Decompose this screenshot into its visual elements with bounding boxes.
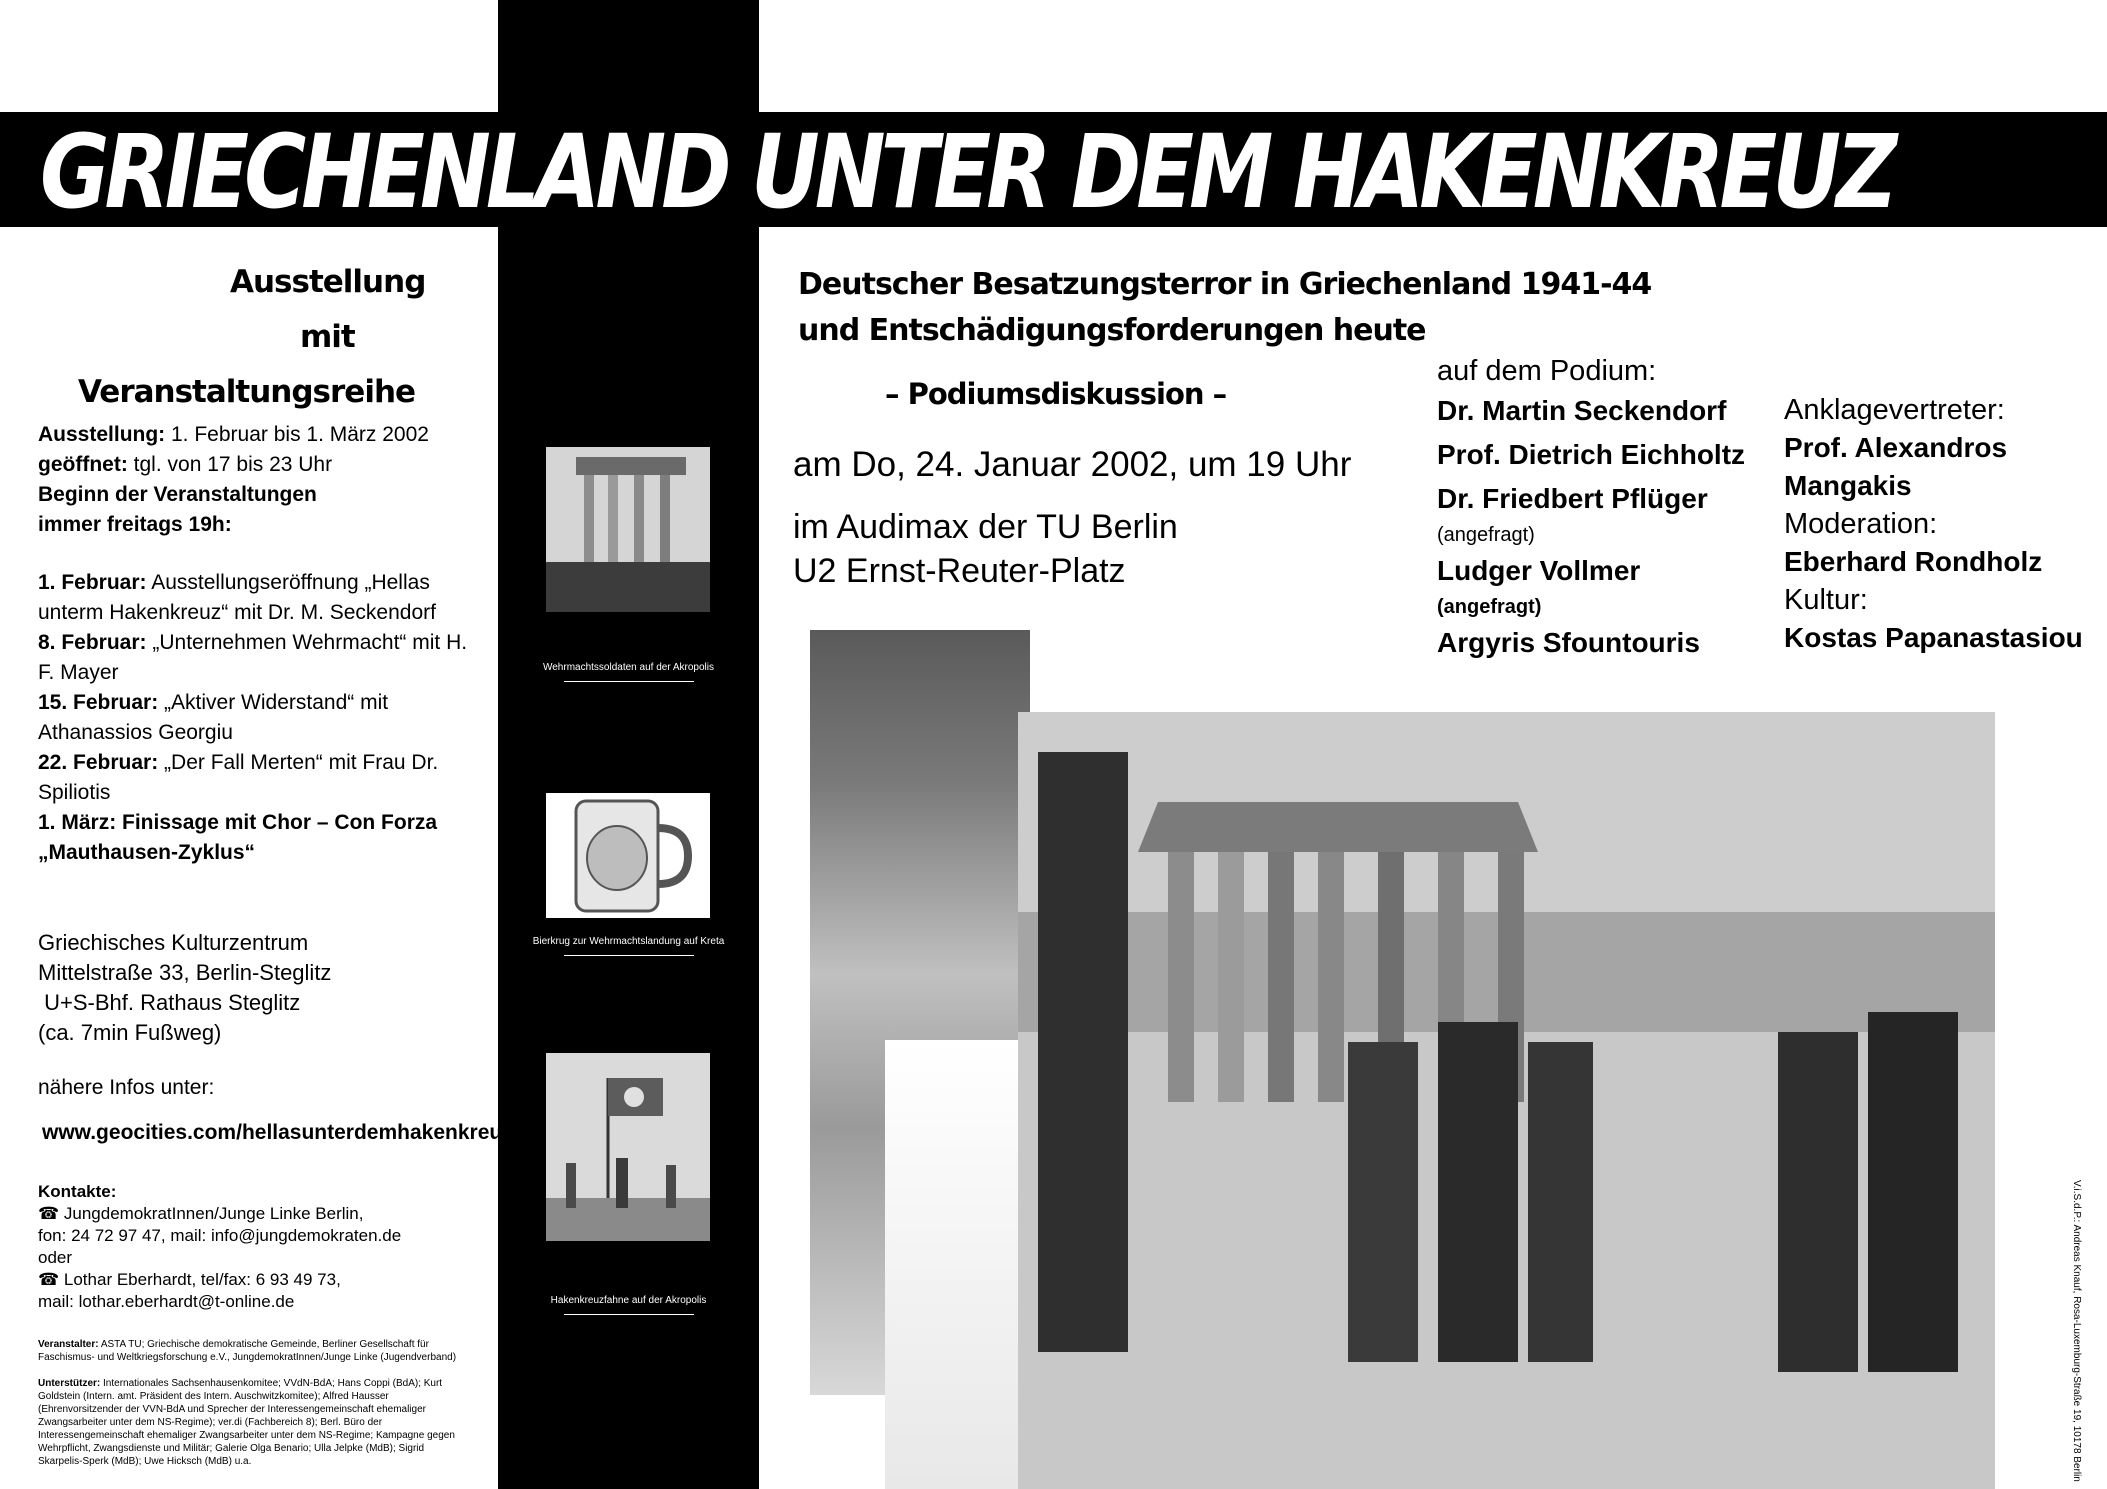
beer-mug-photo [546, 793, 710, 918]
program-item: 1. März: Finissage mit Chor – Con Forza „Mauthausen-Zyklus“ [38, 811, 438, 864]
program-item: 22. Februar: „Der Fall Merten“ mit Frau Dr. Spiliotis [38, 751, 439, 804]
imprint-note: V.i.S.d.P.: Andreas Knauf, Rosa-Luxemburg-Straße 19, 10178 Berlin [2071, 1180, 2082, 1482]
program-list [38, 568, 488, 868]
program-item: 8. Februar: „Unternehmen Wehrmacht“ mit H. F. Mayer [38, 631, 468, 684]
exhibition-info [38, 420, 488, 540]
acropolis-soldiers-photo [546, 447, 710, 612]
contact-line: mail: lothar.eberhardt@t-online.de [38, 1292, 295, 1311]
program-item: 15. Februar: „Aktiver Widerstand“ mit Athanassios Georgiu [38, 691, 389, 744]
place-line: im Audimax der TU Berlin [793, 508, 1178, 546]
heading-line: mit [300, 319, 355, 355]
heading-line: Ausstellung [230, 264, 426, 300]
panelist-name: Dr. Martin Seckendorf [1437, 395, 1727, 426]
info-line: geöffnet: tgl. von 17 bis 23 Uhr [38, 453, 333, 476]
supporters: Unterstützer: Internationales Sachsenhausenkomitee; VVdN-BdA; Hans Coppi (BdA); Kurt Goldstein (Intern. amt. Präsident des Intern. Auschwitzkomitee); Alfred Hausser (Ehrenvorsitzender der VVN-BdA und Sprecher der Interessengemeinschaft ehemaliger Zwangsarbeiter unter dem NS-Regime); ver.di (Fachbereich 8); Berl. Büro der Interessengemeinschaft ehemaliger Zwangsarbeiter unter dem NS-Regime; Kampagne gegen Wehrpflicht, Zwangsdienste und Militär; Galerie Olga Benario; Ulla Jelpke (MdB); Sigrid Skarpelis-Sperk (MdB); Uwe Hicksch (MdB) u.a. [38, 1378, 455, 1467]
role-name: Kostas Papanastasiou [1784, 622, 2083, 653]
address-line: Griechisches Kulturzentrum [38, 930, 309, 955]
panelist-name: Prof. Dietrich Eichholtz [1437, 439, 1746, 470]
podium-panel [1437, 353, 1777, 665]
place-line: U2 Ernst-Reuter-Platz [793, 552, 1126, 590]
photo-caption: Hakenkreuzfahne auf der Akropolis [500, 1295, 757, 1315]
address-line: Mittelstraße 33, Berlin-Steglitz [38, 960, 332, 985]
contact-line: fon: 24 72 97 47, mail: info@jungdemokraten.de [38, 1226, 402, 1245]
info-line: Ausstellung: 1. Februar bis 1. März 2002 [38, 423, 429, 446]
info-line: Beginn der Veranstaltungen [38, 483, 317, 506]
role-label: Moderation: [1784, 508, 1938, 540]
podium-label: auf dem Podium: [1437, 355, 1657, 387]
photo-caption: Wehrmachtssoldaten auf der Akropolis [500, 662, 757, 682]
role-label: Kultur: [1784, 584, 1868, 616]
organizers: Veranstalter: ASTA TU; Griechische demokratische Gemeinde, Berliner Gesellschaft für Faschismus- und Weltkriegsforschung e.V., JungdemokratInnen/Junge Linke (Jugendverband) [38, 1339, 457, 1363]
roles-list [1784, 391, 2084, 657]
contact-line: ☎ Lothar Eberhardt, tel/fax: 6 93 49 73, [38, 1270, 341, 1289]
heading-line: Veranstaltungsreihe [78, 374, 416, 410]
contact-line: ☎ JungdemokratInnen/Junge Linke Berlin, [38, 1204, 364, 1223]
exhibition-heading [60, 255, 480, 420]
more-info-label: nähere Infos unter: [38, 1076, 215, 1099]
role-name: Mangakis [1784, 470, 1912, 501]
contacts-block [38, 1181, 488, 1313]
photo-caption: Bierkrug zur Wehrmachtslandung auf Kreta [500, 936, 757, 956]
panelist-name: Argyris Sfountouris [1437, 627, 1700, 658]
event-place [793, 505, 1178, 593]
info-line: immer freitags 19h: [38, 513, 232, 536]
website-link[interactable]: www.geocities.com/hellasunterdemhakenkreuz [42, 1121, 513, 1144]
role-label: Anklagevertreter: [1784, 394, 2005, 426]
panelist-name: Dr. Friedbert Pflüger [1437, 483, 1708, 514]
event-date: am Do, 24. Januar 2002, um 19 Uhr [793, 445, 1352, 484]
subtitle-line: Deutscher Besatzungsterror in Griechenland 1941-44 [798, 267, 1652, 302]
poster-title: GRIECHENLAND UNTER DEM HAKENKREUZ [40, 113, 1893, 232]
role-name: Eberhard Rondholz [1784, 546, 2043, 577]
subtitle-line: und Entschädigungsforderungen heute [798, 313, 1426, 348]
panelist-note: (angefragt) [1437, 524, 1535, 546]
contacts-title: Kontakte: [38, 1182, 117, 1201]
panelist-note: (angefragt) [1437, 596, 1542, 618]
podium-heading: – Podiumsdiskussion – [885, 377, 1227, 411]
flag-acropolis-photo [546, 1053, 710, 1241]
acropolis-officers-photo [1018, 712, 1995, 1489]
event-subtitle [798, 262, 1698, 354]
contact-line: oder [38, 1248, 73, 1267]
address-line: (ca. 7min Fußweg) [38, 1020, 222, 1045]
venue-address [38, 928, 488, 1048]
role-name: Prof. Alexandros [1784, 432, 2008, 463]
program-item: 1. Februar: Ausstellungseröffnung „Hellas unterm Hakenkreuz“ mit Dr. M. Seckendorf [38, 571, 436, 624]
panelist-name: Ludger Vollmer [1437, 555, 1641, 586]
address-line: U+S-Bhf. Rathaus Steglitz [38, 990, 301, 1015]
